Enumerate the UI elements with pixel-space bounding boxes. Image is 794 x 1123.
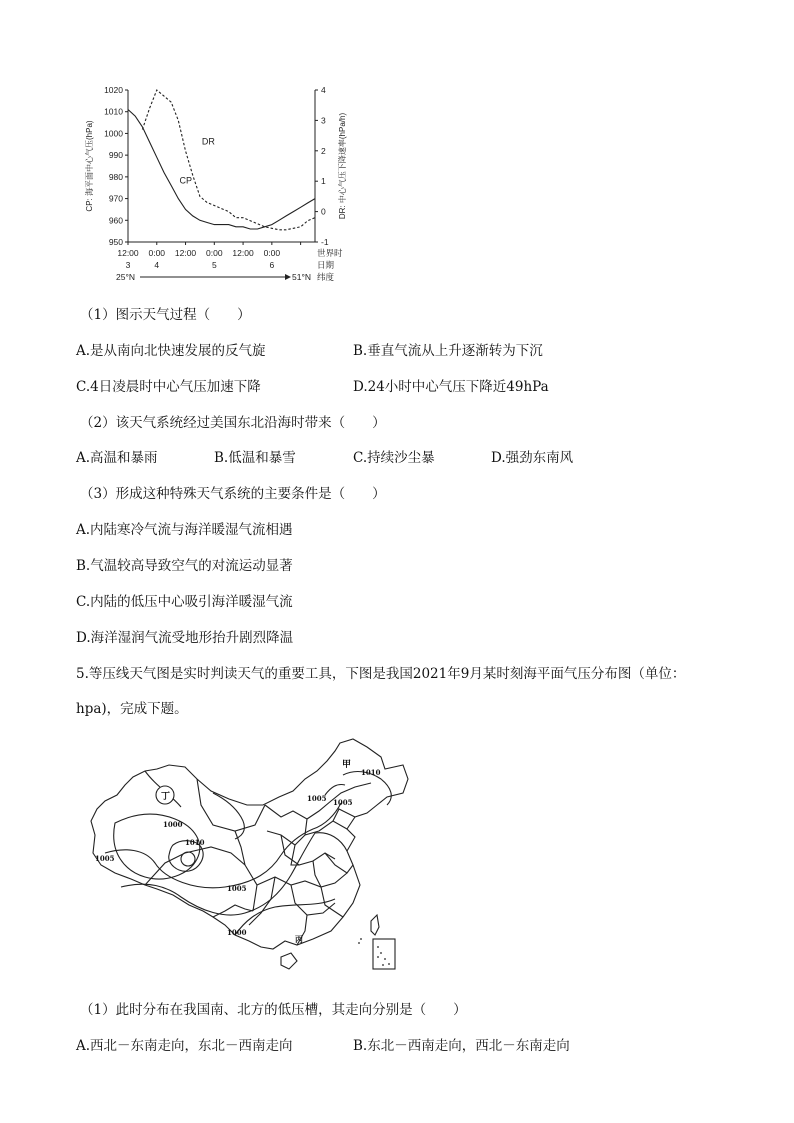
q4-sub1-option-a[interactable]: A.是从南向北快速发展的反气旋: [76, 343, 266, 359]
q4-sub3-option-a[interactable]: A.内陆寒冷气流与海洋暖湿气流相遇: [76, 522, 293, 538]
lat-arrow-head: [285, 274, 291, 280]
left-tick-label: 960: [108, 215, 123, 226]
x-tick-label: 0:00: [206, 248, 223, 258]
q4-sub1-option-d[interactable]: D.24小时中心气压下降近49hPa: [353, 379, 549, 395]
q4-sub1-option-c[interactable]: C.4日凌晨时中心气压加速下降: [76, 379, 261, 395]
x-date-label: 5: [211, 260, 217, 270]
q5-sub1-option-b[interactable]: B.东北－西南走向，西北－东南走向: [353, 1038, 570, 1054]
lat-end-label: 51°N: [292, 272, 311, 282]
map-isobar-label-6: 1005: [95, 854, 115, 863]
x-date-label: 6: [269, 260, 275, 270]
map-label-bing: 丙: [295, 934, 303, 944]
x-tick-label: 12:00: [174, 248, 197, 258]
x-side-label-time: 世界时: [317, 248, 343, 258]
q5-sub1-stem: （1）此时分布在我国南、北方的低压槽，其走向分别是（ ）: [80, 1002, 467, 1018]
china-isobar-map: [85, 735, 415, 975]
q4-sub3-option-d[interactable]: D.海洋湿润气流受地形抬升剧烈降温: [76, 630, 294, 646]
q4-sub3-option-c[interactable]: C.内陆的低压中心吸引海洋暖湿气流: [76, 594, 293, 610]
map-isobar-label-8: 1000: [227, 928, 247, 937]
isobar-map: [85, 735, 415, 975]
q4-sub2-option-b[interactable]: B.低温和暴雪: [214, 450, 296, 466]
x-tick-label: 12:00: [117, 248, 139, 258]
x-date-label: 3: [125, 260, 131, 270]
right-tick-label: 3: [321, 115, 326, 126]
map-label-jia: 甲: [342, 760, 352, 770]
x-date-label: 4: [154, 260, 160, 270]
q5-intro-line1: 5.等压线天气图是实时判读天气的重要工具，下图是我国2021年9月某时刻海平面气压分布图（单位：: [76, 666, 686, 682]
map-isobar-label-3: 1005: [333, 798, 353, 807]
left-tick-label: 950: [108, 237, 123, 247]
x-tick-label: 0:00: [263, 248, 281, 258]
map-isobar-label-4: 1000: [163, 820, 183, 829]
q4-sub2-option-c[interactable]: C.持续沙尘暴: [353, 450, 435, 466]
left-tick-label: 1010: [104, 106, 123, 117]
pressure-chart: [80, 82, 347, 287]
q5-intro-line2: hpa)，完成下题。: [76, 701, 188, 717]
left-tick-label: 980: [108, 171, 123, 182]
left-tick-label: 1020: [104, 85, 123, 95]
x-tick-label: 0:00: [148, 248, 166, 258]
x-side-label-date: 日期: [317, 260, 335, 270]
q4-sub2-option-a[interactable]: A.高温和暴雨: [76, 450, 158, 466]
q4-sub1-stem: （1）图示天气过程（ ）: [80, 307, 251, 323]
q4-sub3-option-b[interactable]: B.气温较高导致空气的对流运动显著: [76, 558, 293, 574]
q4-sub1-option-b[interactable]: B.垂直气流从上升逐渐转为下沉: [353, 343, 543, 359]
right-tick-label: 2: [321, 145, 326, 156]
right-tick-label: 1: [321, 176, 326, 187]
series-label-dr: DR: [201, 136, 215, 147]
q4-sub2-stem: （2）该天气系统经过美国东北沿海时带来（ ）: [80, 415, 386, 431]
series-line-cp: [128, 110, 315, 230]
x-side-label-lat: 纬度: [317, 272, 335, 282]
x-tick-label: 12:00: [232, 248, 254, 258]
map-label-ding: 丁: [161, 792, 171, 802]
chart-canvas: [80, 82, 347, 287]
map-isobar-label-1: 1010: [361, 768, 381, 777]
left-axis-title: CP: 海平面中心气压(hPa): [85, 120, 94, 212]
q4-sub2-option-d[interactable]: D.强劲东南风: [491, 450, 574, 466]
left-tick-label: 1000: [104, 128, 123, 139]
q5-sub1-option-a[interactable]: A.西北－东南走向，东北－西南走向: [76, 1038, 293, 1054]
q4-sub3-stem: （3）形成这种特殊天气系统的主要条件是（ ）: [80, 486, 386, 502]
left-tick-label: 970: [108, 193, 123, 204]
map-isobar-label-5: 1010: [185, 838, 205, 847]
series-label-cp: CP: [179, 175, 193, 186]
right-tick-label: 4: [321, 85, 326, 95]
right-tick-label: 0: [321, 206, 326, 217]
taiwan: [371, 915, 379, 935]
right-axis-title: DR: 中心气压下降速率(hPa/h): [338, 112, 347, 220]
map-isobar-label-2: 1005: [307, 794, 327, 803]
series-line-dr: [142, 90, 315, 230]
map-isobar-label-7: 1005: [227, 884, 247, 893]
left-tick-label: 990: [108, 150, 123, 161]
lat-start-label: 25°N: [116, 272, 135, 282]
hainan: [281, 953, 297, 969]
right-tick-label: -1: [321, 237, 329, 247]
